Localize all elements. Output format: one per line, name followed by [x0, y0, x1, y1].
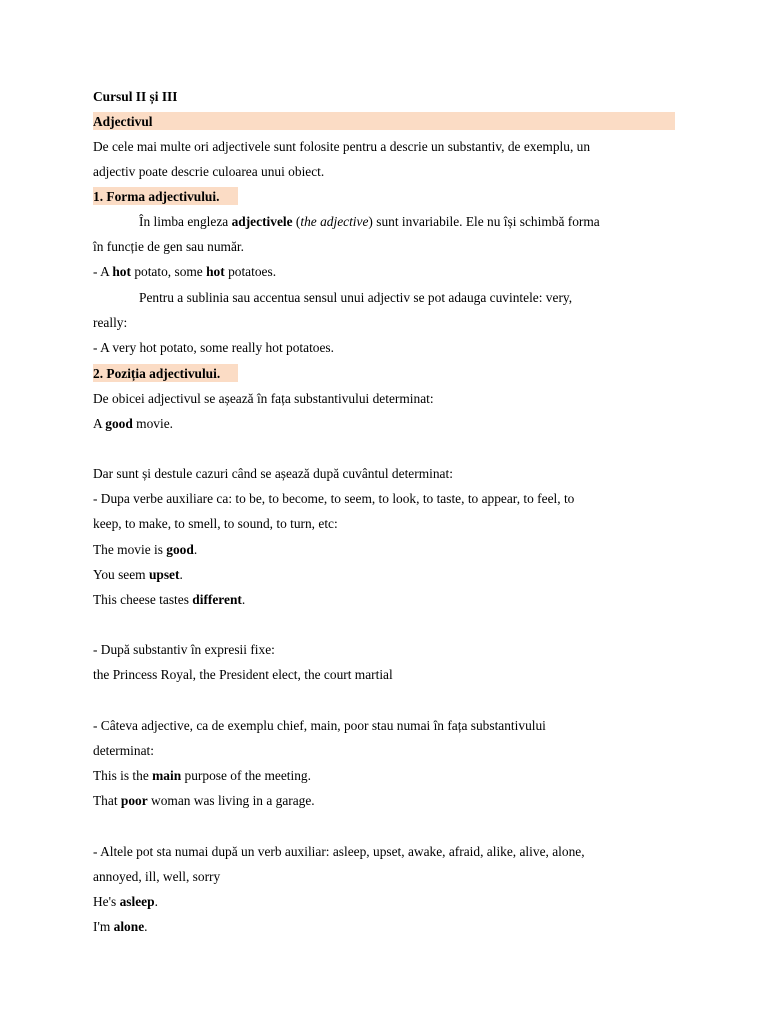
- section1-paragraph-2-line-2: really:: [93, 315, 128, 330]
- section2-example-9: I'm alone.: [93, 919, 148, 934]
- section2-paragraph-2: Dar sunt și destule cazuri când se așează după cuvântul determinat:: [93, 466, 453, 481]
- section1-paragraph-1-line-2: în funcție de gen sau număr.: [93, 239, 244, 254]
- section2-title: 2. Poziția adjectivului.: [93, 366, 221, 381]
- section1-example-2: - A very hot potato, some really hot potatoes.: [93, 340, 334, 355]
- heading-adjectivul: Adjectivul: [93, 114, 153, 129]
- section2-paragraph-1: De obicei adjectivul se așează în fața substantivului determinat:: [93, 391, 434, 406]
- section2-example-2: The movie is good.: [93, 542, 198, 557]
- section2-example-3: You seem upset.: [93, 567, 183, 582]
- section2-example-6: This is the main purpose of the meeting.: [93, 768, 311, 783]
- section2-paragraph-4: - După substantiv în expresii fixe:: [93, 642, 275, 657]
- section2-paragraph-3-line-2: keep, to make, to smell, to sound, to turn, etc:: [93, 516, 338, 531]
- section2-paragraph-5: - Câteva adjective, ca de exemplu chief, main, poor stau numai în fața substantivului: [93, 718, 546, 733]
- section2-paragraph-6-line-2: annoyed, ill, well, sorry: [93, 869, 221, 884]
- intro-line-2: adjectiv poate descrie culoarea unui obiect.: [93, 164, 325, 179]
- section1-paragraph-2: Pentru a sublinia sau accentua sensul unui adjectiv se pot adauga cuvintele: very,: [139, 290, 573, 305]
- section2-example-4: This cheese tastes different.: [93, 592, 246, 607]
- document-title: Cursul II și III: [93, 89, 178, 104]
- section2-paragraph-3: - Dupa verbe auxiliare ca: to be, to become, to seem, to look, to taste, to appear, to feel, to: [93, 491, 575, 506]
- section1-title: 1. Forma adjectivului.: [93, 189, 220, 204]
- section2-paragraph-5-line-2: determinat:: [93, 743, 154, 758]
- section2-example-8: He's asleep.: [93, 894, 158, 909]
- intro-line-1: De cele mai multe ori adjectivele sunt folosite pentru a descrie un substantiv, de exemplu, un: [93, 139, 591, 154]
- section2-example-5: the Princess Royal, the President elect, the court martial: [93, 667, 393, 682]
- section1-paragraph-1: În limba engleza adjectivele (the adjective) sunt invariabile. Ele nu își schimbă forma: [139, 214, 600, 229]
- section1-example-1: - A hot potato, some hot potatoes.: [93, 264, 277, 279]
- section2-example-1: A good movie.: [93, 416, 173, 431]
- section2-paragraph-6: - Altele pot sta numai după un verb auxiliar: asleep, upset, awake, afraid, alike, alive, alone,: [93, 844, 585, 859]
- section2-example-7: That poor woman was living in a garage.: [93, 793, 315, 808]
